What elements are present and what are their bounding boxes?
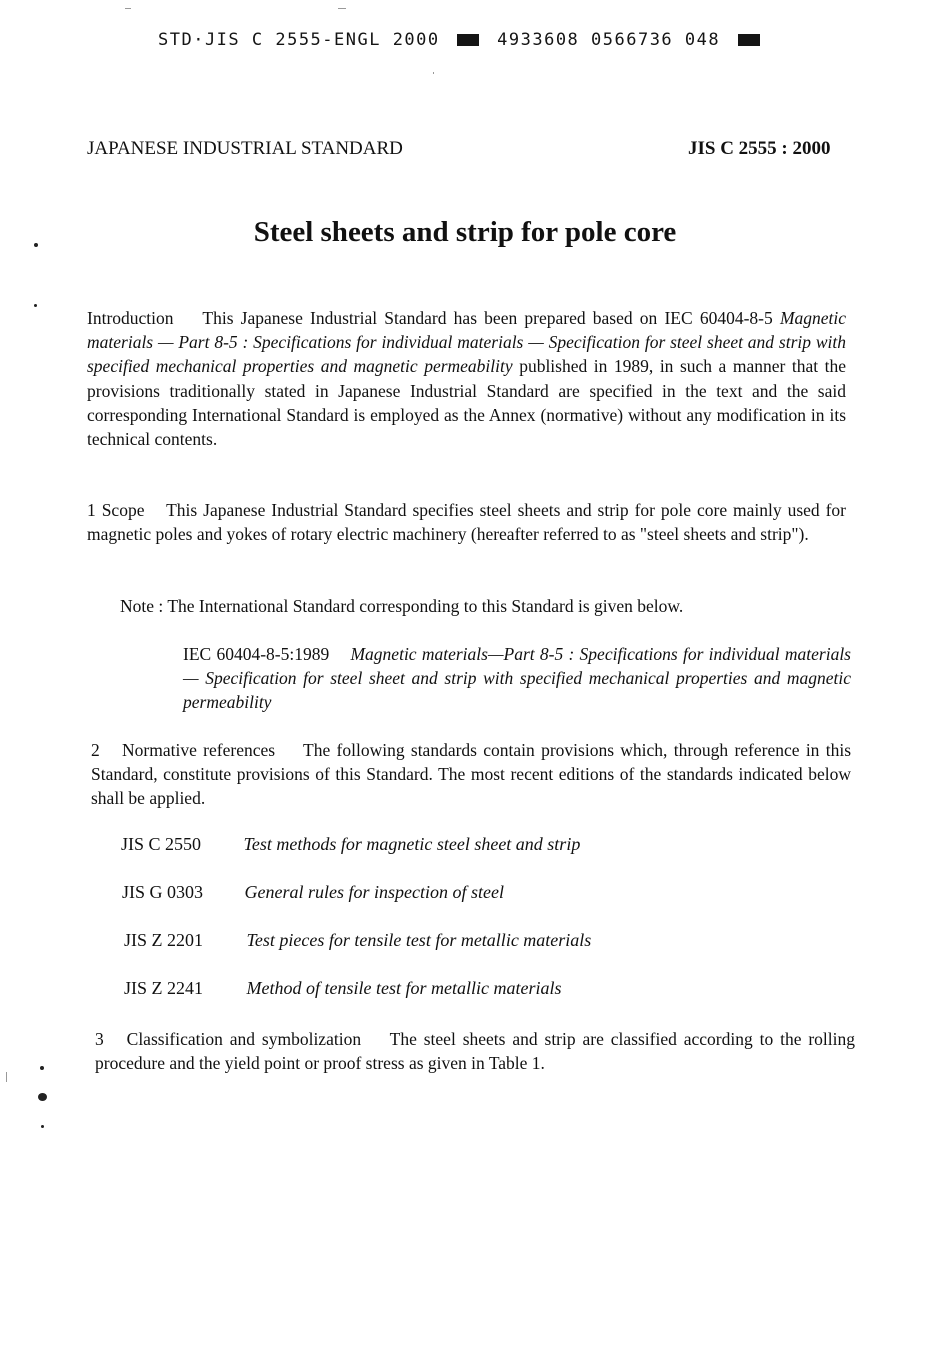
scan-speck bbox=[41, 1125, 44, 1128]
stamp-prefix: STD·JIS C 2555-ENGL 2000 bbox=[158, 30, 440, 50]
introduction-heading: Introduction bbox=[87, 308, 174, 328]
note-paragraph bbox=[120, 594, 820, 618]
reference-title: General rules for inspection of steel bbox=[244, 882, 504, 902]
stamp-code: 4933608 0566736 048 bbox=[497, 30, 721, 50]
normative-references-paragraph bbox=[91, 738, 851, 811]
reference-title: Test pieces for tensile test for metallic materials bbox=[246, 930, 592, 950]
classification-text: The steel sheets and strip are classified according to the rolling procedure and the yield point or proof stress as given in Table 1. bbox=[95, 1029, 856, 1074]
reference-code: JIS Z 2201 bbox=[124, 930, 204, 950]
scope-heading: Scope bbox=[101, 500, 145, 520]
classification-heading: Classification and symbolization bbox=[126, 1029, 362, 1049]
reference-code: JIS G 0303 bbox=[122, 882, 204, 902]
scope-number: 1 bbox=[87, 500, 96, 520]
scope-text: This Japanese Industrial Standard specifies steel sheets and strip for pole core mainly used for magnetic poles and yokes of rotary electric machinery (hereafter referred to as "steel sheets and strip"). bbox=[87, 500, 846, 545]
note-label: Note : bbox=[120, 596, 164, 616]
classification-paragraph bbox=[95, 1027, 855, 1075]
introduction-paragraph bbox=[87, 306, 846, 451]
scan-speck bbox=[40, 1066, 44, 1070]
stamp-block-mark bbox=[457, 34, 479, 46]
reference-code: JIS Z 2241 bbox=[124, 978, 204, 998]
reference-item bbox=[124, 930, 591, 951]
header-organization: JAPANESE INDUSTRIAL STANDARD bbox=[87, 138, 403, 159]
classification-number: 3 bbox=[95, 1029, 104, 1049]
normative-number: 2 bbox=[91, 740, 100, 760]
header-standard-number: JIS C 2555 : 2000 bbox=[688, 138, 831, 159]
scan-speck bbox=[38, 1093, 47, 1101]
scan-mark bbox=[125, 8, 131, 9]
reference-title: Method of tensile test for metallic materials bbox=[246, 978, 562, 998]
scan-mark bbox=[433, 72, 434, 74]
reference-item bbox=[124, 978, 561, 999]
note-reference bbox=[183, 642, 851, 715]
reference-code: JIS C 2550 bbox=[121, 834, 202, 854]
introduction-text-italic: Magnetic materials — Part 8-5 : Specifications for individual materials — Specification for steel sheet and strip with specified mechanical properties and magnetic permeability bbox=[87, 308, 847, 377]
note-ref-title: Magnetic materials—Part 8-5 : Specifications for individual materials — Specification for steel sheet and strip with specified mechanical properties and magnetic permeability bbox=[183, 644, 851, 713]
page-title: Steel sheets and strip for pole core bbox=[253, 216, 677, 248]
scan-mark bbox=[338, 8, 346, 9]
scope-paragraph bbox=[87, 498, 846, 546]
stamp-block-mark-end bbox=[738, 34, 760, 46]
document-stamp bbox=[158, 30, 766, 50]
reference-item bbox=[122, 882, 504, 903]
scan-speck bbox=[34, 304, 37, 307]
normative-text: The following standards contain provisions which, through reference in this Standard, constitute provisions of this Standard. The most recent editions of the standards indicated below shall be applied. bbox=[91, 740, 852, 809]
normative-heading: Normative references bbox=[122, 740, 276, 760]
scan-mark bbox=[6, 1072, 7, 1082]
reference-item bbox=[121, 834, 580, 855]
scan-speck bbox=[34, 243, 38, 247]
introduction-text-b: published in 1989, in such a manner that the provisions traditionally stated in Japanese Industrial Standard are specified in the text and the said corresponding International Standard is employed as the Annex (normative) without any modification in its technical contents. bbox=[87, 356, 847, 450]
note-text: The International Standard corresponding to this Standard is given below. bbox=[167, 596, 684, 616]
reference-title: Test methods for magnetic steel sheet and strip bbox=[243, 834, 581, 854]
note-ref-code: IEC 60404-8-5:1989 bbox=[183, 644, 330, 664]
introduction-text-a: This Japanese Industrial Standard has been prepared based on IEC 60404-8-5 bbox=[202, 308, 773, 328]
